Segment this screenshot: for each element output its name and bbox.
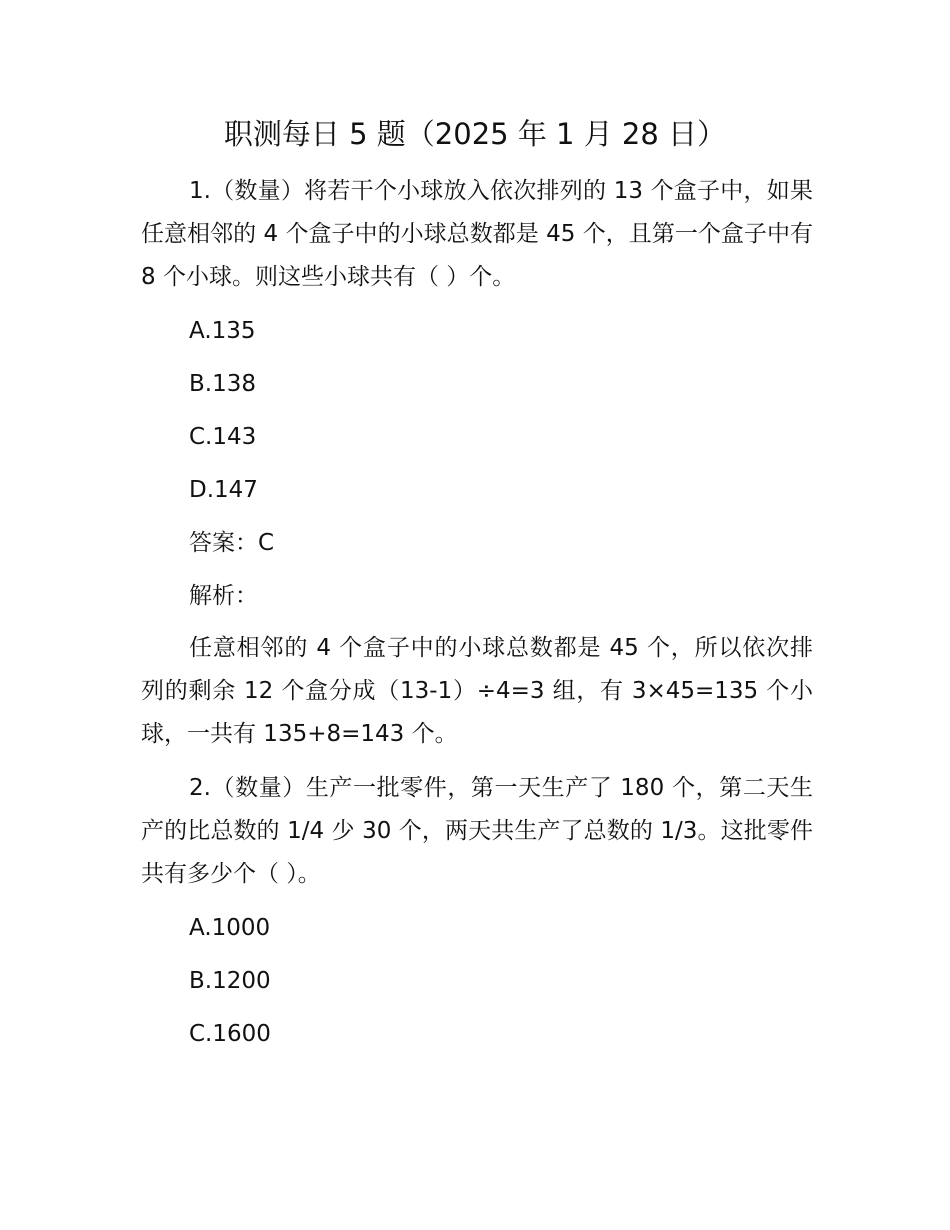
question-2-option-c: C.1600 [189,1021,271,1047]
question-1-option-c: C.143 [189,424,257,450]
question-1-answer: 答案：C [189,530,275,556]
question-2-text: 2.（数量）生产一批零件，第一天生产了 180 个，第二天生产的比总数的 1/4 少 30 个，两天共生产了总数的 1/3。这批零件共有多少个（ ）。 [141,775,813,887]
question-1-text: 1.（数量）将若干个小球放入依次排列的 13 个盒子中，如果任意相邻的 4 个盒子中的小球总数都是 45 个，且第一个盒子中有 8 个小球。则这些小球共有（ ）个。 [141,178,813,290]
question-1-option-a: A.135 [189,318,256,344]
question-1-analysis: 任意相邻的 4 个盒子中的小球总数都是 45 个，所以依次排列的剩余 12 个盒分成（13-1）÷4=3 组，有 3×45=135 个小球，一共有 135+8=143 个。 [141,635,813,747]
question-1-option-b: B.138 [189,371,256,397]
question-2-option-a: A.1000 [189,915,271,941]
question-1-option-d: D.147 [189,477,258,503]
question-1-analysis-label: 解析： [189,583,258,609]
document-title: 职测每日 5 题（2025 年 1 月 28 日） [223,117,727,151]
question-2-option-b: B.1200 [189,968,271,994]
